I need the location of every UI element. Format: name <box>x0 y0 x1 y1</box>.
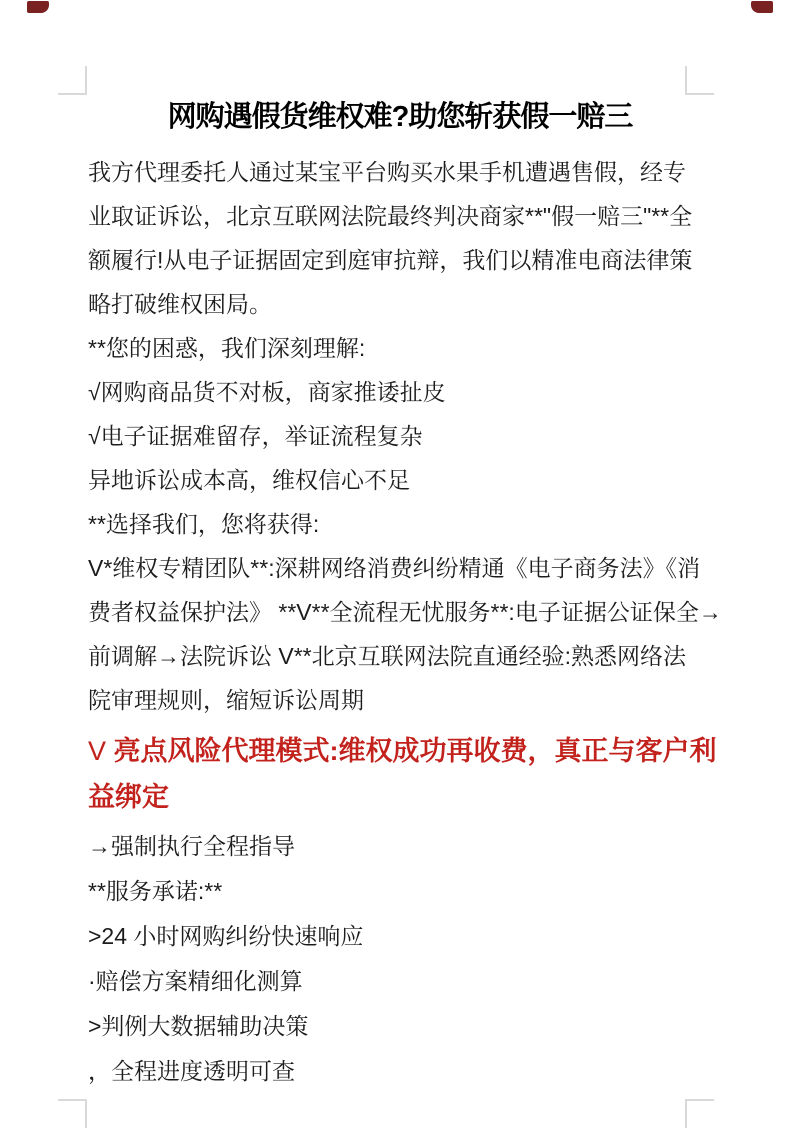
doc-line: ，全程进度透明可查 <box>88 1058 295 1084</box>
doc-line: 费者权益保护法》 **V**全流程无忧服务**:电子证据公证保全→ <box>88 599 722 625</box>
page-margin-mark-top-left <box>58 66 87 95</box>
page-margin-mark-bottom-right <box>685 1099 714 1128</box>
page-margin-mark-bottom-left <box>58 1099 87 1128</box>
doc-line: 额履行!从电子证据固定到庭审抗辩，我们以精准电商法律策 <box>88 247 693 273</box>
app-chrome-corner-right <box>751 1 773 13</box>
doc-line: >判例大数据辅助决策 <box>88 1013 309 1039</box>
red-heading-text: 亮点风险代理模式:维权成功再收费，真正与客户利 <box>113 736 717 766</box>
doc-red-heading-line: 益绑定 <box>88 782 169 812</box>
doc-line: V*维权专精团队**:深耕网络消费纠纷精通《电子商务法》《消 <box>88 555 701 581</box>
doc-line: 业取证诉讼，北京互联网法院最终判决商家**"假一赔三"**全 <box>88 203 693 229</box>
doc-line: 异地诉讼成本高，维权信心不足 <box>88 467 410 493</box>
doc-line: 前调解→法院诉讼 V**北京互联网法院直通经验:熟悉网络法 <box>88 643 687 669</box>
doc-line: →强制执行全程指导 <box>88 833 295 859</box>
doc-line: √电子证据难留存，举证流程复杂 <box>88 423 423 449</box>
doc-line: 我方代理委托人通过某宝平台购买水果手机遭遇售假，经专 <box>88 159 686 185</box>
doc-line: ·赔偿方案精细化测算 <box>88 968 303 994</box>
doc-line: >24 小时网购纠纷快速响应 <box>88 923 364 949</box>
doc-line: **选择我们，您将获得: <box>88 511 320 537</box>
doc-line: √网购商品货不对板，商家推诿扯皮 <box>88 379 446 405</box>
doc-red-heading-line <box>88 728 717 774</box>
document-body <box>88 94 722 1094</box>
doc-line: **服务承诺:** <box>88 878 223 904</box>
doc-line: **您的困惑，我们深刻理解: <box>88 335 366 361</box>
red-heading-check-prefix: V <box>88 736 114 766</box>
doc-line: 略打破维权困局。 <box>88 291 272 317</box>
doc-line: 院审理规则，缩短诉讼周期 <box>88 687 364 713</box>
document-title: 网购遇假货维权难?助您斩获假一赔三 <box>167 101 633 133</box>
page-margin-mark-top-right <box>685 66 714 95</box>
app-chrome-corner-left <box>27 1 49 13</box>
